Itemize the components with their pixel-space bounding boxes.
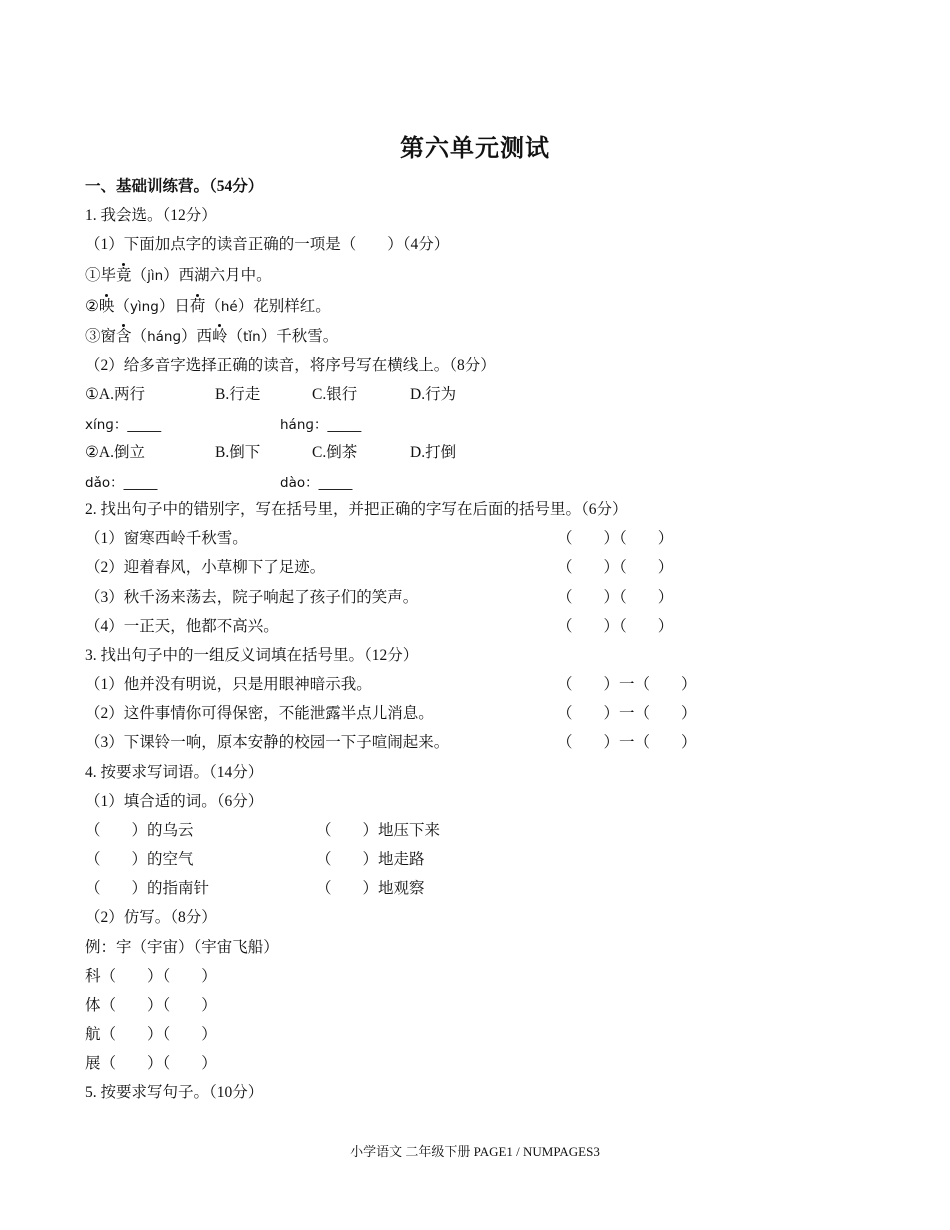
q4-left-3: （ ）的指南针	[85, 880, 210, 897]
q4-right-1: （ ）地压下来	[316, 822, 441, 839]
q1-option-3: ③窗含（hánɡ）西岭（tǐn）千秋雪。	[85, 328, 339, 345]
q4-sub1: （1）填合适的词。（6分）	[85, 793, 264, 810]
q4-char-3: 航（ ）（ ）	[85, 1026, 217, 1043]
q3-blank-1: （ ）一（ ）	[557, 676, 697, 693]
q4-sub2: （2）仿写。（8分）	[85, 909, 217, 926]
q4-left-2: （ ）的空气	[85, 851, 194, 868]
dotted-char: 荷	[189, 298, 206, 315]
q4-right-2: （ ）地走路	[316, 851, 425, 868]
q3-heading: 3. 找出句子中的一组反义词填在括号里。（12分）	[85, 647, 419, 664]
q3-item-3: （3）下课铃一响，原本安静的校园一下子喧闹起来。	[85, 734, 450, 751]
q3-item-1: （1）他并没有明说，只是用眼神暗示我。	[85, 676, 372, 693]
page-footer: 小学语文 二年级下册 PAGE1 / NUMPAGES3	[350, 1144, 600, 1159]
dotted-char: 竟	[116, 267, 132, 284]
dotted-char: 岭	[212, 328, 228, 345]
q2-item-3: （3）秋千汤来荡去，院子响起了孩子们的笑声。	[85, 589, 419, 606]
q1-option-2: ②映（yìng）日荷（hé）花别样红。	[85, 298, 331, 315]
q2-blank-3: （ ）（ ）	[557, 589, 674, 606]
q4-char-1: 科（ ）（ ）	[85, 968, 217, 985]
q2-item-1: （1）窗寒西岭千秋雪。	[85, 530, 248, 547]
q2-blank-4: （ ）（ ）	[557, 618, 674, 635]
q4-heading: 4. 按要求写词语。（14分）	[85, 764, 264, 781]
q4-right-3: （ ）地观察	[316, 880, 425, 897]
q3-blank-2: （ ）一（ ）	[557, 705, 697, 722]
q2-item-4: （4）一正天，他都不高兴。	[85, 618, 279, 635]
q1-sub2: （2）给多音字选择正确的读音，将序号写在横线上。（8分）	[85, 357, 496, 374]
q2-item-2: （2）迎着春风，小草柳下了足迹。	[85, 559, 326, 576]
document-page: 第六单元测试 一、基础训练营。（54分） 1. 我会选。（12分） （1）下面加点字的读音正确的一项是（ ）（4分） ①毕竟（jìn）西湖六月中。 ②映（yìng）日荷（hé）花别样红。 ③窗含（hánɡ）西岭（tǐn）千秋雪。 （2）给多音字选择正确的读音，将序号写在横线上。（8分） ①A.两行 B.行走 C.银行 D.行为 xínɡ：_____ hánɡ：_____ ②A.倒立 B.倒下 C.倒茶 D.打倒 dǎo：_____ dào：_____ 2. 找出句子中的错别字，写在括号里，并把正确的字写在后面的括号里。（6分） （1）窗寒西岭千秋雪。 （ ）（ ） （2）迎着春风，小草柳下了足迹。 （ ）（ ） （3）秋千汤来荡去，院子响起了孩子们的笑声。 （ ）（ ） （4）一正天，他都不高兴。 （ ）（ ） 3. 找出句子中的一组反义词填在括号里。（12分） （1）他并没有明说，只是用眼神暗示我。 （ ）一（ ） （2）这件事情你可得保密，不能泄露半点儿消息。 （ ）一（ ） （3）下课铃一响，原本安静的校园一下子喧闹起来。 （ ）一（ ） 4. 按要求写词语。（14分） （1）填合适的词。（6分） （ ）的乌云 （ ）地压下来 （ ）的空气 （ ）地走路 （ ）的指南针 （ ）地观察 （2）仿写。（8分） 例：宇（宇宙）（宇宙飞船） 科（ ）（ ） 体（ ）（ ） 航（ ）（ ） 展（ ）（ ） 5. 按要求写句子。（10分） 小学语文 二年级下册 PAGE1 / NUMPAGES3	[0, 0, 950, 1230]
q3-item-2: （2）这件事情你可得保密，不能泄露半点儿消息。	[85, 705, 434, 722]
q4-example: 例：宇（宇宙）（宇宙飞船）	[85, 939, 279, 956]
dotted-char: 映	[98, 298, 115, 315]
q3-blank-3: （ ）一（ ）	[557, 734, 697, 751]
q1-heading: 1. 我会选。（12分）	[85, 207, 217, 224]
q2-heading: 2. 找出句子中的错别字，写在括号里，并把正确的字写在后面的括号里。（6分）	[85, 501, 628, 518]
q4-left-1: （ ）的乌云	[85, 822, 194, 839]
q1-sub1: （1）下面加点字的读音正确的一项是（ ）（4分）	[85, 236, 450, 253]
page-title: 第六单元测试	[400, 136, 550, 162]
dotted-char: 含	[116, 328, 132, 345]
q5-heading: 5. 按要求写句子。（10分）	[85, 1084, 264, 1101]
q2-blank-2: （ ）（ ）	[557, 559, 674, 576]
q2-blank-1: （ ）（ ）	[557, 530, 674, 547]
q4-char-2: 体（ ）（ ）	[85, 997, 217, 1014]
q1-option-1: ①毕竟（jìn）西湖六月中。	[85, 267, 272, 284]
section-heading: 一、基础训练营。（54分）	[85, 178, 264, 195]
q4-char-4: 展（ ）（ ）	[85, 1055, 217, 1072]
